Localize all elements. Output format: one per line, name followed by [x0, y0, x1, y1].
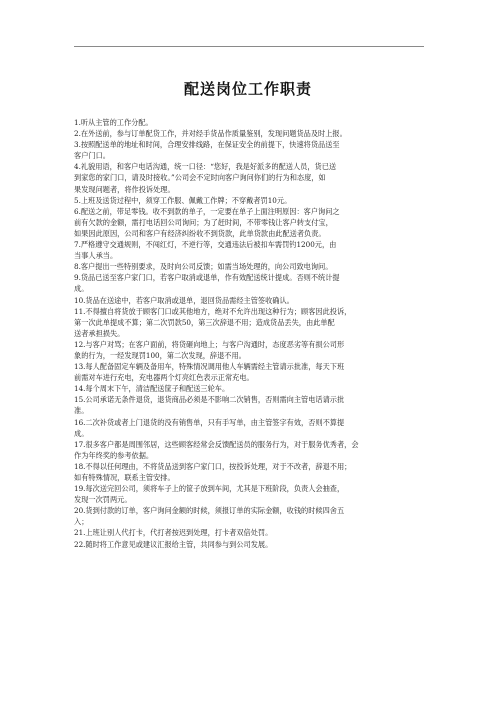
- body-line: 22.随时将工作意见或建议汇报给主管，共同参与到公司发展。: [74, 539, 273, 549]
- document-title: 配送岗位工作职责: [183, 80, 312, 98]
- body-line: 象的行为，一经发现罚100，第二次发现，辞退不用。: [74, 350, 246, 360]
- body-line: 20.货到付款的订单，客户询问金额的时候，须报订单的实际金额，收钱的时候四舍五: [74, 506, 345, 516]
- body-line: 17.很多客户都是周围邻居，这些顾客经常会反馈配送员的服务行为，对于服务优秀者，会: [74, 439, 359, 449]
- body-line: 当事人承当。: [74, 251, 118, 261]
- body-line: 12.与客户对骂；在客户面前，将货砸向地上；与客户沟通时，态度恶劣等有损公司形: [74, 339, 345, 349]
- body-line: 发现一次罚两元。: [74, 495, 132, 505]
- body-line: 作为年终奖的参考依据。: [74, 450, 154, 460]
- body-line: 7.严格遵守交通规则，不闯红灯，不逆行等，交通违法后被扣车需罚钓1200元，由: [74, 240, 337, 250]
- document-body: [74, 117, 434, 550]
- body-line: 入；: [74, 517, 89, 527]
- body-line: 18.不得以任何理由，不将货品送到客户家门口，按投诉处理，对于不改者，辞退不用；: [74, 461, 352, 471]
- body-line: 果发现问题者，将作投诉处理。: [74, 184, 175, 194]
- body-line: 2.在外送前，参与订单配货工作，并对经手货品作质量鉴别，发现问题货品及时上报。: [74, 129, 347, 139]
- body-line: 16.二次补货或者上门退货的没有销售单，只有手写单，由主管签字有效，否则不算提: [74, 417, 345, 427]
- body-line: 成。: [74, 428, 89, 438]
- body-line: 6.配送之前，带足零钱。收不到款的单子，一定要在单子上面注明原因：客户询问之: [74, 206, 340, 216]
- body-line: 3.按照配送单的地址和时间，合理安排线路，在保证安全的前提下，快速将货品送至: [74, 140, 340, 150]
- body-line: 1.听从主管的工作分配。: [74, 118, 153, 127]
- body-line: 19.每次送完回公司，须将车子上的筐子放到车间，尤其是下班阶段，负责人会抽查，: [74, 484, 345, 494]
- body-line: 10.货品在送途中，若客户取消或退单，退回货品需经主管签收确认。: [74, 295, 294, 305]
- body-line: 9.货品已送至客户家门口，若客户取消或退单，作有效配送统计提成。否则不统计提: [74, 273, 340, 283]
- body-line: 4.礼貌用语，和客户电话沟通，统一口径：“您好，我是好派多的配送人员，货已送: [74, 162, 337, 172]
- body-line: 成。: [74, 284, 89, 294]
- body-line: 客户门口。: [74, 151, 110, 161]
- body-line: 准。: [74, 406, 89, 416]
- body-line: 15.公司承诺无条件退货，退货商品必须是不影响二次销售，否则需向主管电话请示批: [74, 395, 345, 405]
- body-line: 第一次此单提成不算；第二次罚款50，第三次辞退不用；造成货品丢失，由此单配: [74, 317, 335, 327]
- body-line: 5.上班及送货过程中，须穿工作服、佩戴工作牌；不穿戴者罚10元。: [74, 195, 292, 205]
- body-line: 前有欠款的金额，需打电话回公司询问；为了赶时间，不带零钱让客户转支付宝，: [74, 217, 333, 227]
- body-line: 送者承担损失。: [74, 328, 125, 338]
- header-rule: [74, 46, 424, 47]
- body-line: 前需对车进行充电，充电器两个灯亮红色表示正常充电。: [74, 373, 254, 383]
- body-line: 13.每人配备固定车辆及备用车，特殊情况调用他人车辆需经主管请示批准，每天下班: [74, 362, 345, 372]
- body-line: 如有特殊情况，联系主管安排。: [74, 473, 175, 482]
- body-line: 8.客户提出一些特别要求，及时向公司反馈；如需当场处理的，向公司致电询问。: [74, 262, 333, 272]
- body-line: 到家您的家门口，请及时接收。”公司会不定时向客户询问你们的行为和态度，如: [74, 173, 326, 183]
- body-line: 21.上班让别人代打卡，代打者按迟到处理，打卡者双倍处罚。: [74, 528, 273, 538]
- body-line: 11.不得擅自将货放于顾客门口或其他地方，绝对不允许出现这种行为；顾客因此投诉，: [74, 306, 352, 316]
- body-line: 14.每个周末下午，清洁配送筐子和配送三轮车。: [74, 384, 230, 394]
- body-line: 如果因此原因，公司和客户有经济纠纷收不到货款，此单货款由此配送者负责。: [74, 228, 326, 238]
